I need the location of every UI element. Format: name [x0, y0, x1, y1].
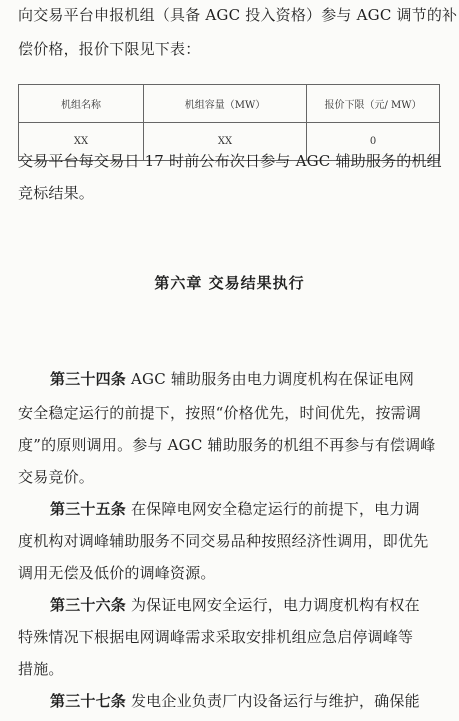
after-table-line-1: 交易平台每交易日 17 时前公布次日参与 AGC 辅助服务的机组 [18, 152, 442, 170]
table-cell: XX [144, 123, 307, 161]
intro-line-2: 偿价格，报价下限见下表： [18, 40, 201, 58]
table-cell: XX [19, 123, 144, 161]
article-text: 发电企业负责厂内设备运行与维护，确保能 [126, 692, 420, 710]
article-text: AGC 辅助服务由电力调度机构在保证电网 [126, 370, 415, 388]
table-header-cell: 机组容量（MW） [144, 85, 307, 123]
article-37-first-line [50, 690, 420, 711]
article-label: 第三十四条 [50, 370, 127, 388]
table-header-row [19, 85, 440, 123]
article-text: 度机构对调峰辅助服务不同交易品种按照经济性调用，即优先 [18, 532, 429, 550]
article-label: 第三十六条 [50, 596, 127, 614]
article-text: 交易竞价。 [18, 468, 95, 486]
after-table-line-2: 竞标结果。 [18, 184, 95, 202]
article-34-first-line [50, 368, 414, 389]
intro-line-1: 向交易平台申报机组（具备 AGC 投入资格）参与 AGC 调节的补 [18, 6, 458, 24]
chapter-title: 第六章 交易结果执行 [154, 274, 305, 292]
article-text: 特殊情况下根据电网调峰需求采取安排机组应急启停调峰等 [18, 628, 414, 646]
article-text: 为保证电网安全运行，电力调度机构有权在 [126, 596, 420, 614]
table-header-cell: 机组名称 [19, 85, 144, 123]
article-text: 度”的原则调用。参与 AGC 辅助服务的机组不再参与有偿调峰 [18, 436, 436, 454]
article-35-first-line [50, 498, 420, 519]
article-text: 安全稳定运行的前提下，按照“价格优先，时间优先，按需调 [18, 404, 422, 422]
article-36-first-line [50, 594, 420, 615]
article-text: 在保障电网安全稳定运行的前提下，电力调 [126, 500, 420, 518]
article-text: 调用无偿及低价的调峰资源。 [18, 564, 216, 582]
table-cell: 0 [307, 123, 440, 161]
article-label: 第三十五条 [50, 500, 127, 518]
table-header-cell: 报价下限（元/ MW） [307, 85, 440, 123]
article-text: 措施。 [18, 660, 64, 678]
article-label: 第三十七条 [50, 692, 127, 710]
